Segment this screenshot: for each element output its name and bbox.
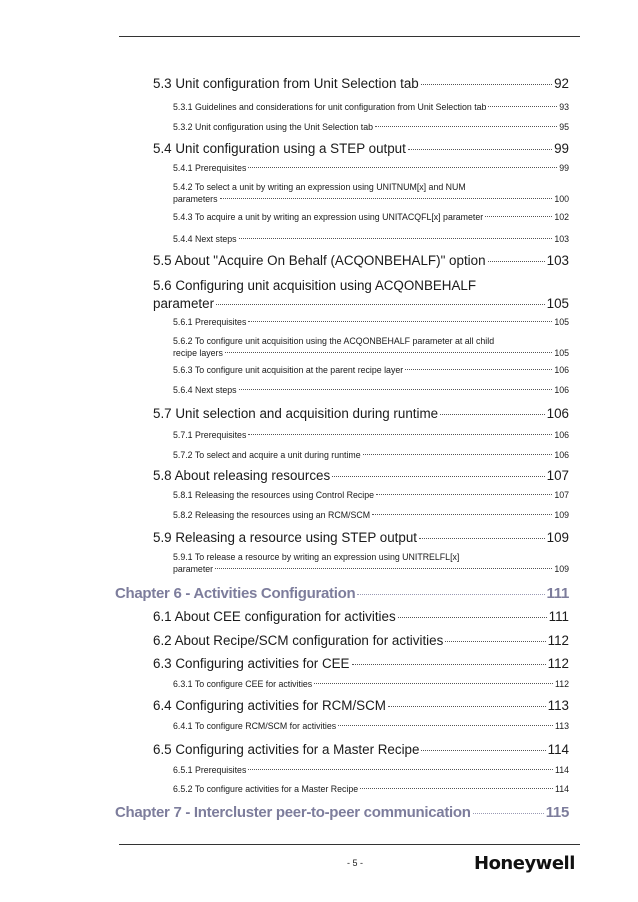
toc-page-number: 113 <box>554 721 569 731</box>
toc-entry[interactable] <box>173 679 569 689</box>
toc-chapter-entry[interactable] <box>115 804 569 821</box>
toc-page-number: 99 <box>559 163 569 173</box>
toc-entry[interactable] <box>153 742 569 757</box>
toc-entry[interactable] <box>173 765 569 775</box>
toc-entry-title: 6.5.1 Prerequisites <box>173 765 247 775</box>
toc-entry-title: Chapter 6 - Activities Configuration <box>115 585 356 602</box>
toc-entry[interactable] <box>173 552 569 574</box>
toc-page-number: 107 <box>546 468 569 483</box>
toc-entry-title: 5.5 About "Acquire On Behalf (ACQONBEHALF)" option <box>153 253 486 268</box>
dot-leader <box>485 216 552 217</box>
toc-page-number: 93 <box>559 102 569 112</box>
toc-entry-title: 5.8.1 Releasing the resources using Control Recipe <box>173 490 374 500</box>
dot-leader <box>488 261 545 262</box>
toc-entry[interactable] <box>153 609 569 624</box>
toc-entry-title-cont: parameter <box>173 564 214 574</box>
toc-entry-title: 5.6.4 Next steps <box>173 385 237 395</box>
toc-entry-title: Chapter 7 - Intercluster peer-to-peer communication <box>115 804 471 821</box>
toc-entry-title: 5.6 Configuring unit acquisition using ACQONBEHALF <box>153 278 477 293</box>
toc-page-number: 113 <box>547 698 569 713</box>
toc-entry[interactable] <box>173 102 569 112</box>
toc-entry-title: 5.7 Unit selection and acquisition during runtime <box>153 406 439 421</box>
toc-entry-title: 5.4 Unit configuration using a STEP output <box>153 141 406 156</box>
footer-rule <box>119 844 580 845</box>
dot-leader <box>220 198 553 199</box>
toc-entry-title-cont: parameters <box>173 194 218 204</box>
toc-entry-title: 5.4.4 Next steps <box>173 234 237 244</box>
toc-entry-title: 6.2 About Recipe/SCM configuration for activities <box>153 633 444 648</box>
toc-page-number: 109 <box>546 530 569 545</box>
toc-entry[interactable] <box>153 253 569 268</box>
toc-page-number: 112 <box>547 633 569 648</box>
toc-entry-title: 5.4.1 Prerequisites <box>173 163 247 173</box>
dot-leader <box>372 514 552 515</box>
dot-leader <box>332 476 544 477</box>
toc-entry[interactable] <box>173 317 569 327</box>
toc-entry[interactable] <box>173 721 569 731</box>
toc-entry-title: 6.4 Configuring activities for RCM/SCM <box>153 698 386 713</box>
toc-page-number: 106 <box>554 430 569 440</box>
dot-leader <box>405 369 552 370</box>
toc-entry-title: 6.1 About CEE configuration for activities <box>153 609 396 624</box>
toc-entry-title: 5.3.2 Unit configuration using the Unit Selection tab <box>173 122 374 132</box>
toc-entry-title: 5.7.2 To select and acquire a unit during runtime <box>173 450 361 460</box>
toc-entry-title: 5.8 About releasing resources <box>153 468 331 483</box>
toc-page-number: 109 <box>554 510 569 520</box>
toc-entry-title: 6.3.1 To configure CEE for activities <box>173 679 313 689</box>
dot-leader <box>421 84 552 85</box>
dot-leader <box>248 167 557 168</box>
dot-leader <box>338 725 553 726</box>
toc-entry-title-cont: parameter <box>153 296 215 311</box>
toc-entry-title: 5.4.3 To acquire a unit by writing an expression using UNITACQFL[x] parameter <box>173 212 484 222</box>
dot-leader <box>419 538 545 539</box>
dot-leader <box>225 352 552 353</box>
toc-entry[interactable] <box>153 530 569 545</box>
dot-leader <box>248 321 552 322</box>
toc-page-number: 111 <box>548 609 569 624</box>
dot-leader <box>375 126 557 127</box>
toc-page-number: 103 <box>554 234 569 244</box>
toc-entry-title: 5.6.3 To configure unit acquisition at the parent recipe layer <box>173 365 404 375</box>
toc-entry-title: 6.3 Configuring activities for CEE <box>153 656 350 671</box>
dot-leader <box>239 389 553 390</box>
toc-entry[interactable] <box>153 76 569 91</box>
toc-page-number: 114 <box>547 742 569 757</box>
dot-leader <box>239 238 553 239</box>
toc-page-number: 107 <box>554 490 569 500</box>
dot-leader <box>363 454 553 455</box>
toc-page-number: 112 <box>547 656 569 671</box>
toc-page-number: 102 <box>554 212 569 222</box>
dot-leader <box>248 434 552 435</box>
toc-page-number: 105 <box>546 296 569 311</box>
toc-entry-title: 5.6.2 To configure unit acquisition using the ACQONBEHALF parameter at all child <box>173 336 495 346</box>
dot-leader <box>357 594 544 595</box>
toc-page-number: 112 <box>554 679 569 689</box>
dot-leader <box>408 149 552 150</box>
toc-page-number: 109 <box>554 564 569 574</box>
toc-entry[interactable] <box>173 182 569 204</box>
dot-leader <box>216 304 545 305</box>
dot-leader <box>488 106 557 107</box>
dot-leader <box>352 664 546 665</box>
toc-entry-title: 5.6.1 Prerequisites <box>173 317 247 327</box>
toc-entry[interactable] <box>173 490 569 500</box>
toc-page-number: 103 <box>546 253 569 268</box>
dot-leader <box>440 414 545 415</box>
toc-page-number: 105 <box>554 317 569 327</box>
toc-page-number: 99 <box>554 141 569 156</box>
toc-entry-title: 6.4.1 To configure RCM/SCM for activities <box>173 721 337 731</box>
toc-entry-title: 5.7.1 Prerequisites <box>173 430 247 440</box>
toc-entry[interactable] <box>173 163 569 173</box>
toc-entry[interactable] <box>153 468 569 483</box>
honeywell-logo: Honeywell <box>474 853 575 874</box>
toc-entry-title: 6.5 Configuring activities for a Master Recipe <box>153 742 420 757</box>
toc-page-number: 111 <box>546 585 569 602</box>
toc-page-number: 95 <box>559 122 569 132</box>
toc-page-number: 114 <box>554 765 569 775</box>
toc-entry[interactable] <box>173 234 569 244</box>
toc-page-number: 114 <box>554 784 569 794</box>
toc-page-number: 106 <box>546 406 569 421</box>
toc-entry[interactable] <box>173 385 569 395</box>
toc-entry-title: 5.9 Releasing a resource using STEP output <box>153 530 418 545</box>
toc-entry[interactable] <box>173 784 569 794</box>
toc-page-number: 92 <box>554 76 569 91</box>
toc-entry[interactable] <box>153 698 569 713</box>
toc-entry[interactable] <box>173 212 569 222</box>
toc-page-number: 100 <box>554 194 569 204</box>
toc-entry[interactable] <box>173 450 569 460</box>
toc-entry[interactable] <box>153 141 569 156</box>
toc-entry-title-cont: recipe layers <box>173 348 223 358</box>
toc-page-number: 105 <box>554 348 569 358</box>
toc-entry-title: 5.3.1 Guidelines and considerations for unit configuration from Unit Selection tab <box>173 102 487 112</box>
dot-leader <box>421 750 545 751</box>
toc-entry[interactable] <box>153 656 569 671</box>
toc-page-number: 106 <box>554 365 569 375</box>
dot-leader <box>398 617 547 618</box>
toc-entry-title: 5.8.2 Releasing the resources using an RCM/SCM <box>173 510 371 520</box>
dot-leader <box>314 683 553 684</box>
dot-leader <box>445 641 545 642</box>
toc-entry[interactable] <box>153 278 569 311</box>
toc-entry[interactable] <box>173 365 569 375</box>
dot-leader <box>215 568 552 569</box>
toc-entry[interactable] <box>173 430 569 440</box>
toc-page-number: 106 <box>554 385 569 395</box>
toc-entry[interactable] <box>173 122 569 132</box>
dot-leader <box>388 706 546 707</box>
toc-page-number: 106 <box>554 450 569 460</box>
toc-page-number: 115 <box>545 804 569 821</box>
toc-entry[interactable] <box>173 336 569 358</box>
header-rule <box>119 36 580 37</box>
toc-entry-title: 6.5.2 To configure activities for a Master Recipe <box>173 784 359 794</box>
toc-entry[interactable] <box>153 633 569 648</box>
dot-leader <box>376 494 552 495</box>
toc-entry-title: 5.9.1 To release a resource by writing an expression using UNITRELFL[x] <box>173 552 460 562</box>
toc-entry[interactable] <box>153 406 569 421</box>
toc-chapter-entry[interactable] <box>115 585 569 602</box>
toc-entry[interactable] <box>173 510 569 520</box>
dot-leader <box>473 813 544 814</box>
toc-entry-title: 5.4.2 To select a unit by writing an expression using UNITNUM[x] and NUM <box>173 182 466 192</box>
page-number: - 5 - <box>347 858 364 868</box>
dot-leader <box>248 769 553 770</box>
dot-leader <box>360 788 553 789</box>
toc-entry-title: 5.3 Unit configuration from Unit Selection tab <box>153 76 419 91</box>
